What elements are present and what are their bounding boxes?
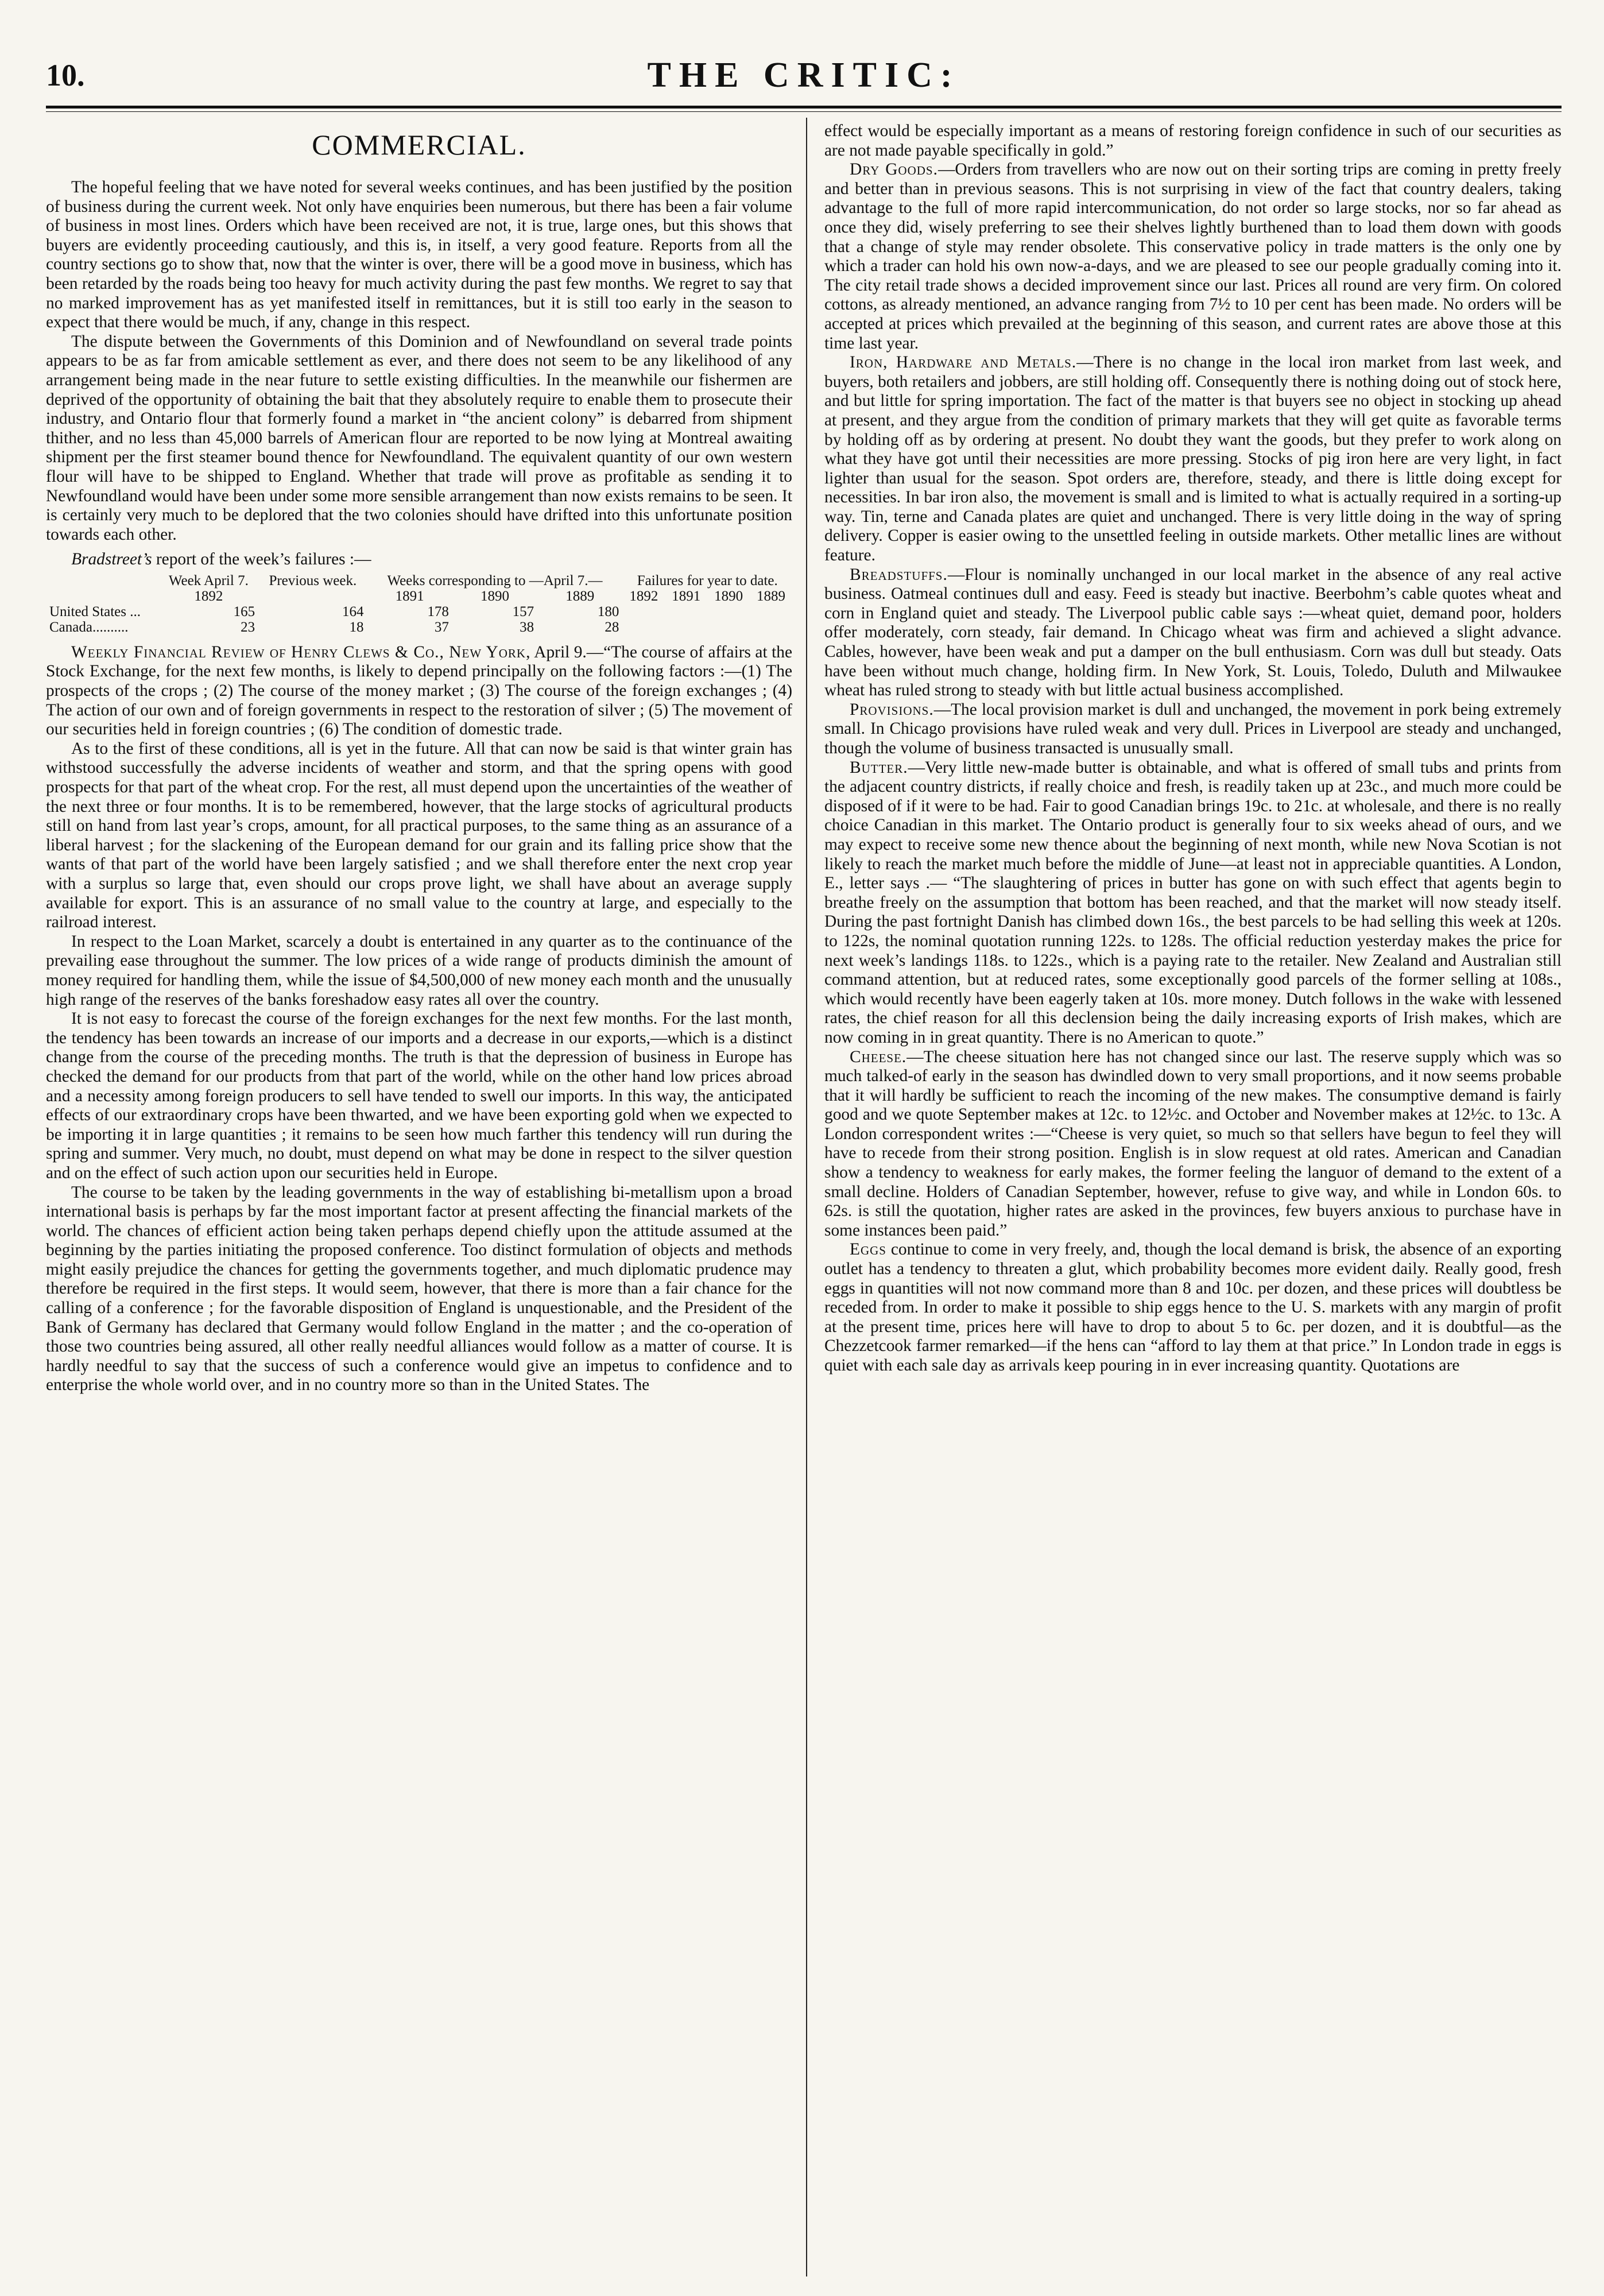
- header-rule-thin: [46, 111, 1562, 112]
- clews-first-text: April 9.—“The course of affairs at the Stock Exchange, for the next few months, is likely to depend principally on the following factors :—(1) The prospects of the crops ; (2) The course of the money market ; (3) The course of the foreign exchanges ; (4) The action of our own and of foreign governments in respect to the restoration of silver ; (5) The movement of our securities held in foreign countries ; (6) The condition of domestic trade.: [46, 642, 792, 739]
- table-cell: [46, 588, 159, 604]
- table-years-row: [46, 588, 792, 604]
- table-cell: 38: [520, 619, 534, 635]
- table-cell: [258, 588, 367, 604]
- paragraph: The dispute between the Governments of this Dominion and of Newfoundland on several trade points appears to be as far from amicable settlement as ever, and there does not seem to be any likelihood of any arrangement being made in the near future to settle existing difficulties. In the meanwhile our fishermen are deprived of the opportunity of obtaining the bait that they absolutely require to enable them to prosecute their industry, and Ontario flour that formerly found a market in “the ancient colony” is debarred from shipment thither, and no less than 45,000 barrels of American flour are reported to be now lying at Montreal awaiting shipment per the first steamer bound thence for Newfoundland. The equivalent quantity of our own western flour will have to be shipped to England. Whether that trade will prove as profitable as sending it to Newfoundland would have been under some more sensible arrangement than now exists remains to be seen. It is certainly very much to be deplored that the two colonies should have drifted into this unfortunate position towards each other.: [46, 332, 792, 544]
- bradstreet-name: Bradstreet’s: [71, 550, 152, 569]
- table-cell: 1891: [395, 588, 424, 604]
- continuation-paragraph: [824, 122, 1562, 160]
- failures-table: [46, 573, 792, 635]
- table-cell: 1890: [714, 588, 743, 604]
- table-cell: 164: [342, 603, 364, 620]
- paragraph-text: —Very little new-made butter is obtainable, and what is offered of small tubs and prints from the adjacent country districts, if really choice and fresh, is readily taken up at 23c., and much more could be disposed of if it were to be had. Fair to good Canadian brings 19c. to 21c. at wholesale, and there is no really choice Canadian in this market. The Ontario product is generally four to six weeks ahead of ours, and we may expect to receive some new thence about the beginning of next month, while new Nova Scotian is not likely to reach the market much before the middle of June—at least not in appreciable quantities. A London, E., letter says .— “The slaughtering of prices in butter has gone on with such effect that agents begin to breathe freely on the assumption that bottom has been reached, and that the market will now steady itself. During the past fortnight Danish has climbed down 16s., the best parcels to be had selling this week at 120s. to 122s, the nominal quotation running 122s. to 128s. The official reduction yesterday makes the price for next week’s landings 118s. to 122s., which is a paying rate to the retailer. New Zealand and Australian still command attention, but at reduced rates, some exceptionally good parcels of the former selling at 108s., which would recently have been eagerly taken at 10s. more money. Dutch follows in the wake with lessened rates, the chief reason for all this declension being the daily increasing exports of Irish makes, which are now coming in in great quantity. There is no American to quote.”: [824, 758, 1562, 1047]
- table-cell: 1892: [629, 588, 658, 604]
- paragraph-text: —Flour is nominally unchanged in our local market in the absence of any real active business. Oatmeal continues dull and easy. Feed is steady but inactive. Beerbohm’s cable quotes wheat and corn in England quiet and steady. The Liverpool public cable says :—wheat quiet, demand poor, holders offer moderately, corn steady, fair demand. In Chicago wheat was firm and achieved a slight advance. Cables, however, have been weak and put a damper on the bull enthusiasm. Corn was dull but steady. Oats have been without much change, holding firm. In New York, St. Louis, Toledo, Duluth and Milwaukee wheat has ruled strong to steady with but little actual business accomplished.: [824, 565, 1562, 700]
- market-section-heading: Iron, Hardware and Metals.: [850, 353, 1077, 372]
- table-cell: Failures for year to date.: [637, 572, 778, 588]
- paragraph-text: —The local provision market is dull and unchanged, the movement in pork being extremely small. In Chicago provisions have ruled weak and very dull. Prices in Liverpool are steady and unchanged, though the volume of business transacted is unusually small.: [824, 700, 1562, 757]
- table-header-row: [46, 573, 792, 588]
- table-cell: 1890: [480, 588, 509, 604]
- table-cell: Canada..........: [49, 619, 129, 635]
- table-cell: 28: [605, 619, 619, 635]
- header-rule: [46, 106, 1562, 109]
- table-cell: 18: [349, 619, 364, 635]
- market-section-heading: Breadstuffs.: [850, 565, 948, 584]
- left-column: [46, 122, 792, 2275]
- table-cell: Weeks corresponding to —April 7.—: [387, 572, 603, 588]
- table-row: [46, 604, 792, 620]
- market-section-heading: Cheese.: [850, 1047, 907, 1066]
- market-section-heading: Provisions.: [850, 700, 934, 719]
- table-cell: [665, 620, 707, 635]
- market-section-paragraph: [824, 758, 1562, 1048]
- clews-paragraphs: [46, 739, 792, 1395]
- right-paragraphs: [824, 122, 1562, 1376]
- table-cell: 1891: [672, 588, 701, 604]
- table-cell: 1892: [194, 588, 223, 604]
- paragraph: The course to be taken by the leading governments in the way of establishing bi-metallism upon a broad international basis is perhaps by far the most important factor at present affecting the financial markets of the world. The chances of efficient action being taken perhaps depend chiefly upon the attitude assumed at the beginning by the parties initiating the proposed conference. Too distinct formulation of objects and methods might easily prejudice the chances for getting the governments together, and much diplomatic prudence may therefore be required in the first steps. It would seem, however, that there is more than a fair chance for the calling of a conference ; for the favorable disposition of England is unquestionable, and the President of the Bank of Germany has declared that Germany would follow England in the matter ; and the co-operation of those two countries being assured, all other really needful alliances would follow as a matter of course. It is hardly needful to say that the success of such a conference would give an impetus to confidence and to enterprise the whole world over, and in no country more so than in the United States. The: [46, 1183, 792, 1395]
- paragraph: In respect to the Loan Market, scarcely a doubt is entertained in any quarter as to the continuance of the prevailing ease throughout the summer. The low prices of a wide range of products diminish the amount of money required for handling them, while the issue of $4,500,000 of new money each month and the unusually high range of the reserves of the banks foreshadow easy rates all over the country.: [46, 932, 792, 1009]
- clews-lead: Weekly Financial Review of Henry Clews & Co., New York,: [71, 642, 531, 661]
- market-section-paragraph: [824, 353, 1562, 566]
- table-cell: [46, 573, 159, 588]
- paragraph: It is not easy to forecast the course of the foreign exchanges for the next few months. For the last month, the tendency has been towards an increase of our imports and a decrease in our exports,—which is a distinct change from the course of the preceding months. The truth is that the depression of business in Europe has checked the demand for our products from that part of the world, while on the other hand low prices abroad and a necessity among foreign producers to sell have tended to swell our imports. In this way, the anticipated effects of our extraordinary crops have been thwarted, and we have been exporting gold when we expected to be importing it in large quantities ; it remains to be seen how much farther this tendency will run during the spring and summer. Very much, no doubt, must depend on what may be done in respect to the silver question and on the effect of such action upon our securities held in Europe.: [46, 1009, 792, 1182]
- market-section-heading: Dry Goods.: [850, 160, 938, 179]
- section-title: COMMERCIAL.: [312, 129, 526, 161]
- paragraph: The hopeful feeling that we have noted for several weeks continues, and has been justified by the position of business during the current week. Not only have enquiries been numerous, but there has been a fair volume of business in most lines. Orders which have been received are not, it is true, large ones, but this shows that buyers are evidently proceeding cautiously, and this is, in itself, a very good feature. Reports from all the country sections go to show that, now that the winter is over, there will be a good move in business, which has been retarded by the roads being too heavy for much activity during the past few months. We regret to say that no marked improvement has as yet manifested itself in remittances, but it is still too early in the season to expect that there would be much, if any, change in this respect.: [46, 178, 792, 332]
- table-cell: 1889: [757, 588, 785, 604]
- market-section-heading: Butter.: [850, 758, 908, 777]
- paragraph-text: —Orders from travellers who are now out on their sorting trips are coming in pretty freely and better than in previous seasons. This is not surprising in view of the fact that country dealers, taking advantage to the full of more rapid intercommunication, do not order so large stocks, nor so far ahead as once they did, wisely preferring to see their shelves lightly burthened than to load them down with goods that a change of style may render obsolete. This conservative policy in trade matters is the only one by which a trader can hold his own now-a-days, and we are pleased to see our people gradually coming into it. The city retail trade shows a decided improvement since our last. Prices all round are very firm. On colored cottons, as already mentioned, an advance ranging from 7½ to 10 per cent has been made. No orders will be accepted at prices which prevailed at the beginning of this season, and current rates are above those at this time last year.: [824, 160, 1562, 353]
- page-number: 10.: [46, 58, 85, 92]
- table-row: [46, 620, 792, 635]
- table-cell: 157: [512, 603, 534, 620]
- market-section-heading: Eggs: [850, 1240, 886, 1259]
- left-paragraphs: [46, 178, 792, 544]
- table-cell: [665, 604, 707, 620]
- bradstreet-intro-rest: report of the week’s failures :—: [152, 550, 371, 569]
- market-section-paragraph: [824, 160, 1562, 353]
- table-cell: Previous week.: [269, 572, 357, 588]
- bradstreet-intro: [46, 550, 792, 570]
- table-cell: 1889: [565, 588, 595, 604]
- table-cell: 23: [241, 619, 255, 635]
- table-cell: 180: [597, 603, 619, 620]
- paragraph-text: continue to come in very freely, and, though the local demand is brisk, the absence of an exporting outlet has a tendency to threaten a glut, which probability becomes more evident daily. Really good, fresh eggs in quantities will not now command more than 8 and 10c. per dozen, and these prices will doubtless be receded from. In order to make it possible to ship eggs hence to the U. S. markets with any margin of profit at the present time, prices here will have to drop to about 5 to 6c. per dozen, and it is doubtful—as the Chezzetcook farmer remarked—if the hens can “afford to lay them at that price.” In London trade in eggs is quiet with each sale day as arrivals keep pouring in in ever increasing quantity. Quotations are: [824, 1240, 1562, 1374]
- table-cell: [750, 604, 792, 620]
- market-section-paragraph: [824, 1240, 1562, 1375]
- table-cell: Week April 7.: [168, 572, 249, 588]
- paragraph-text: —There is no change in the local iron market from last week, and buyers, both retailers and jobbers, are still holding off. Consequently there is nothing doing out of stock here, and but little for spring importation. The fact of the matter is that buyers see no object in stocking up ahead at present, and they argue from the condition of primary markets that they will get quite as favorable terms by holding off as by ordering at present. No doubt they want the goods, but they prefer to work along on what they have got until their necessities are more pressing. Stocks of pig iron here are very light, in fact lighter than usual for the season. Spot orders are, therefore, steady, and there is little doing except for necessities. In bar iron also, the movement is small and is limited to what is actually required in a sorting-up way. Tin, terne and Canada plates are quiet and unchanged. There is very little doing in the way of spring delivery. Copper is easier owing to the unsettled feeling in outside markets. Other metallic lines are without feature.: [824, 353, 1562, 565]
- paragraph-text: effect would be especially important as a means of restoring foreign confidence in such of our securities as are not made payable specifically in gold.”: [824, 122, 1562, 160]
- clews-first-paragraph: [46, 643, 792, 739]
- paragraph: As to the first of these conditions, all is yet in the future. All that can now be said is that winter grain has withstood successfully the adverse incidents of weather and storm, and that the spring opens with good prospects for that part of the wheat crop. For the rest, all must depend upon the uncertainties of the weather of the next three or four months. It is to be remembered, however, that the large stocks of agricultural products still on hand from last year’s crops, amount, for all practical purposes, to the same thing as an assurance of a liberal harvest ; for the slackening of the European demand for our grain and its falling price show that the wants of that part of the world have been largely satisfied ; and we shall therefore enter the next crop year with a surplus so large that, even should our crops prove light, we shall have about an average supply available for export. This is an assurance of no small value to the country at large, and especially to the railroad interest.: [46, 739, 792, 932]
- table-cell: 37: [434, 619, 449, 635]
- table-cell: [750, 620, 792, 635]
- market-section-paragraph: [824, 1048, 1562, 1241]
- table-cell: [707, 604, 750, 620]
- right-column: [824, 122, 1562, 2275]
- table-cell: 165: [233, 603, 255, 620]
- market-section-paragraph: [824, 566, 1562, 700]
- newspaper-title: THE CRITIC:: [647, 56, 960, 95]
- table-cell: [707, 620, 750, 635]
- table-cell: [622, 620, 665, 635]
- table-cell: United States ...: [49, 603, 141, 620]
- table-cell: 178: [427, 603, 449, 620]
- paragraph-text: —The cheese situation here has not changed since our last. The reserve supply which was so much talked-of early in the season has dwindled down to very small proportions, and it now seems probable that it will hardly be sufficient to reach the incoming of the new makes. The consumptive demand is fairly good and we quote September makes at 12c. to 12½c. and October and November makes at 12½c. to 13c. A London correspondent writes :—“Cheese is very quiet, so much so that sellers have begun to feel they will have to recede from their strong position. English is in slow request at old rates. American and Canadian show a tendency to weakness for early makes, the former feeling the languor of demand to the extent of a small decline. Holders of Canadian September, however, refuse to give way, and while in London 60s. to 62s. is still the quotation, higher rates are asked in the provinces, few buyers anxious to purchase have in some instances been paid.”: [824, 1047, 1562, 1240]
- masthead: [46, 52, 1562, 103]
- market-section-paragraph: [824, 700, 1562, 758]
- column-divider: [806, 118, 807, 2276]
- table-cell: [622, 604, 665, 620]
